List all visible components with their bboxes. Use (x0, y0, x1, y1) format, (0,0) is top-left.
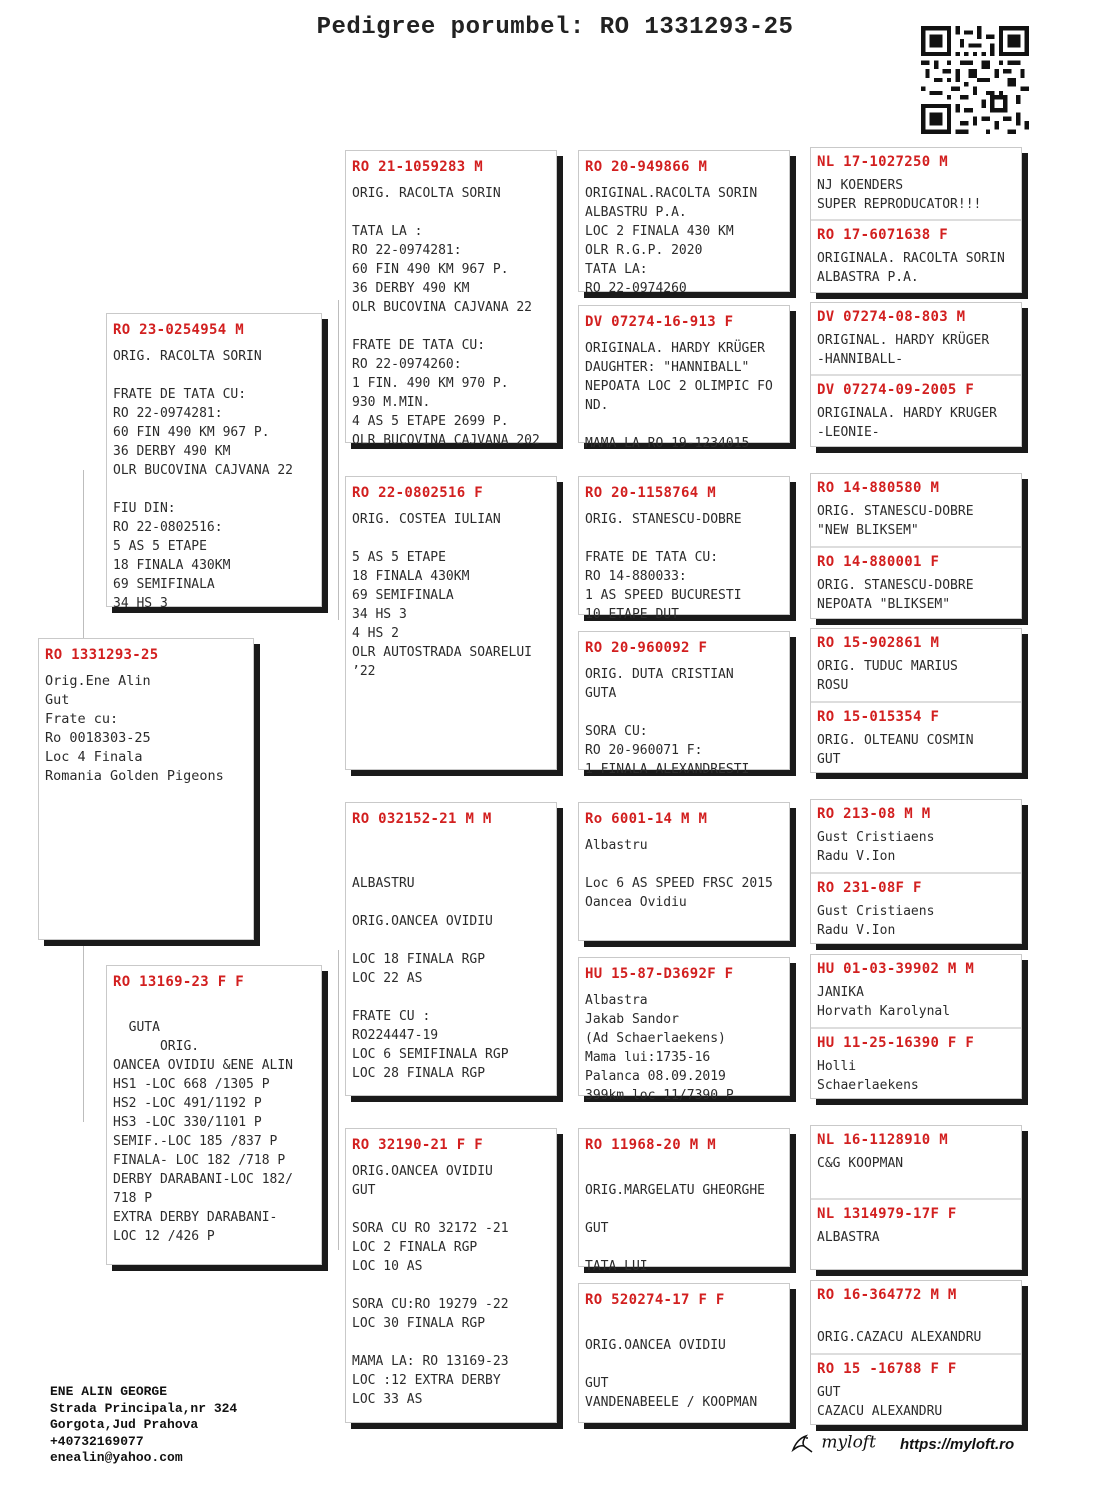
ring-number: RO 14-880580 M (817, 480, 940, 496)
pigeon-notes: ORIG.OANCEA OVIDIU GUT SORA CU RO 32172 -21 LOC 2 FINALA RGP LOC 10 AS SORA CU:RO 19279 -22 LOC 30 FINALA RGP MAMA LA: RO 13169-23 LOC :12 EXTRA DERBY LOC 33 AS (352, 1164, 509, 1407)
pigeon-notes: JANIKA Horvath Karolynal (817, 985, 951, 1019)
pigeon-notes: ORIG. COSTEA IULIAN 5 AS 5 ETAPE 18 FINALA 430KM 69 SEMIFINALA 34 HS 3 4 HS 2 OLR AUTOSTRADA SOARELUI ’22 (352, 512, 533, 679)
ancestor-pair (810, 147, 1022, 293)
ring-number: RO 20-1158764 M (585, 485, 716, 501)
owner-town: Gorgota,Jud Prahova (50, 1417, 199, 1432)
dam-notes: GUTA ORIG. OANCEA OVIDIU &ENE ALIN HS1 -LOC 668 /1305 P HS2 -LOC 491/1192 P HS3 -LOC 330/1101 P SEMIF.-LOC 185 /837 P FINALA- LOC 182 /718 P DERBY DARABANI-LOC 182/ 718 P EXTRA DERBY DARABANI- LOC 12 /426 P (113, 1020, 294, 1244)
ancestor-pair (810, 1125, 1022, 1270)
pigeon-notes: ORIG.CAZACU ALEXANDRU (817, 1330, 982, 1345)
ring-number: RO 520274-17 F F (585, 1292, 725, 1308)
ancestor-male[interactable] (811, 955, 1021, 1027)
subject-notes: Orig.Ene Alin Gut Frate cu: Ro 0018303-25 Loc 4 Finala Romania Golden Pigeons (45, 673, 224, 784)
ring-number: RO 14-880001 F (817, 554, 940, 570)
pigeon-notes: ORIG.OANCEA OVIDIU GUT VANDENABEELE / KOOPMAN (585, 1338, 758, 1410)
ancestor-female[interactable] (811, 374, 1021, 448)
pigeon-notes: ORIGINAL.RACOLTA SORIN ALBASTRU P.A. LOC 2 FINALA 430 KM OLR R.G.P. 2020 TATA LA: RO 22-0974260 (585, 186, 758, 296)
connector-line (83, 942, 84, 1122)
ancestor-male[interactable] (811, 629, 1021, 701)
sire-notes: ORIG. RACOLTA SORIN FRATE DE TATA CU: RO 22-0974281: 60 FIN 490 KM 967 P. 36 DERBY 490 KM OLR BUCOVINA CAJVANA 22 FIU DIN: RO 22-0802516: 5 AS 5 ETAPE 18 FINALA 430KM 69 SEMIFINALA 34 HS 3 (113, 349, 294, 611)
myloft-logo (790, 1432, 876, 1454)
ring-number: RO 22-0802516 F (352, 485, 483, 501)
pigeon-notes: ORIG. RACOLTA SORIN TATA LA : RO 22-0974281: 60 FIN 490 KM 967 P. 36 DERBY 490 KM OLR BUCOVINA CAJVANA 22 FRATE DE TATA CU: RO 22-0974260: 1 FIN. 490 KM 970 P. 930 M.MIN. 4 AS 5 ETAPE 2699 P. OLR BUCOVINA CAJVANA 202 (352, 186, 540, 448)
ring-number: HU 11-25-16390 F F (817, 1035, 975, 1051)
sire-card[interactable] (106, 313, 322, 611)
ancestor-female[interactable] (811, 1027, 1021, 1100)
website-link[interactable]: https://myloft.ro (900, 1436, 1015, 1453)
pigeon-notes: ORIGINALA. HARDY KRÜGER DAUGHTER: "HANNIBALL" NEPOATA LOC 2 OLIMPIC FO ND. MAMA LA RO 19-1234015 (585, 341, 773, 451)
owner-phone: +40732169077 (50, 1433, 144, 1449)
qr-code (921, 26, 1029, 134)
ancestor-pair (810, 954, 1022, 1099)
subject-ring: RO 1331293-25 (45, 647, 159, 663)
ancestor-female[interactable] (811, 701, 1021, 774)
owner-contact (50, 1384, 237, 1467)
pigeon-notes: C&G KOOPMAN (817, 1156, 904, 1171)
logo-text: myloft (821, 1432, 876, 1453)
pigeon-notes: ORIGINALA. RACOLTA SORIN ALBASTRA P.A. (817, 251, 1005, 285)
ancestor-pair (810, 799, 1022, 944)
connector-line (338, 300, 339, 620)
great-grandparent-card[interactable] (578, 631, 790, 777)
owner-email[interactable]: enealin@yahoo.com (50, 1450, 183, 1465)
connector-line (338, 950, 339, 1250)
grandparent-card[interactable] (345, 802, 557, 1096)
owner-name: ENE ALIN GEORGE (50, 1384, 168, 1399)
ring-number: Ro 6001-14 M M (585, 811, 708, 827)
ring-number: RO 231-08F F (817, 880, 922, 896)
ancestor-male[interactable] (811, 1126, 1021, 1198)
great-grandparent-card[interactable] (578, 1283, 790, 1423)
ring-number: DV 07274-16-913 F (585, 314, 734, 330)
great-grandparent-card[interactable] (578, 476, 790, 622)
ring-number: RO 20-949866 M (585, 159, 708, 175)
ring-number: HU 15-87-D3692F F (585, 966, 734, 982)
ancestor-male[interactable] (811, 148, 1021, 219)
connector-line (83, 470, 84, 640)
great-grandparent-card[interactable] (578, 802, 790, 941)
ring-number: HU 01-03-39902 M M (817, 961, 975, 977)
great-grandparent-card[interactable] (578, 957, 790, 1103)
ring-number: NL 1314979-17F F (817, 1206, 957, 1222)
pigeon-notes: Holli Schaerlaekens (817, 1059, 919, 1093)
ring-number: RO 32190-21 F F (352, 1137, 483, 1153)
ring-number: DV 07274-09-2005 F (817, 382, 975, 398)
subject-card[interactable] (38, 638, 254, 940)
ring-number: RO 16-364772 M M (817, 1287, 957, 1303)
pigeon-notes: ORIG. STANESCU-DOBRE "NEW BLIKSEM" (817, 504, 974, 538)
ancestor-male[interactable] (811, 303, 1021, 374)
ancestor-pair (810, 302, 1022, 447)
ancestor-pair (810, 473, 1022, 619)
pigeon-notes: Gust Cristiaens Radu V.Ion (817, 904, 935, 938)
ancestor-female[interactable] (811, 1353, 1021, 1426)
ring-number: RO 032152-21 M M (352, 811, 492, 827)
pigeon-notes: GUT CAZACU ALEXANDRU (817, 1385, 943, 1419)
dam-ring: RO 13169-23 F F (113, 974, 244, 990)
pigeon-notes: ORIGINALA. HARDY KRUGER -LEONIE- (817, 406, 998, 440)
pigeon-notes: NJ KOENDERS SUPER REPRODUCATOR!!! (817, 178, 982, 212)
great-grandparent-card[interactable] (578, 305, 790, 451)
ring-number: NL 16-1128910 M (817, 1132, 948, 1148)
ancestor-female[interactable] (811, 546, 1021, 620)
ring-number: DV 07274-08-803 M (817, 309, 966, 325)
ring-number: RO 11968-20 M M (585, 1137, 716, 1153)
ancestor-male[interactable] (811, 1281, 1021, 1353)
owner-street: Strada Principala,nr 324 (50, 1400, 238, 1416)
bird-icon (790, 1432, 816, 1454)
ring-number: NL 17-1027250 M (817, 154, 948, 170)
pigeon-notes: Albastra Jakab Sandor (Ad Schaerlaekens) Mama lui:1735-16 Palanca 08.09.2019 399km loc 11/7390 P (585, 993, 734, 1103)
ancestor-female[interactable] (811, 872, 1021, 945)
pigeon-notes: Albastru Loc 6 AS SPEED FRSC 2015 Oancea Ovidiu (585, 838, 773, 910)
great-grandparent-card[interactable] (578, 1128, 790, 1274)
ring-number: RO 20-960092 F (585, 640, 708, 656)
pigeon-notes: ALBASTRA (817, 1230, 880, 1245)
ring-number: RO 15-015354 F (817, 709, 940, 725)
ancestor-male[interactable] (811, 800, 1021, 872)
pigeon-notes: ORIG. TUDUC MARIUS ROSU (817, 659, 958, 693)
dam-card[interactable] (106, 965, 322, 1265)
pigeon-notes: ORIG. DUTA CRISTIAN GUTA SORA CU: RO 20-960071 F: 1 FINALA ALEXANDRESTI (585, 667, 750, 777)
grandparent-card[interactable] (345, 476, 557, 770)
pigeon-notes: ORIGINAL. HARDY KRÜGER -HANNIBALL- (817, 333, 990, 367)
pigeon-notes: ORIG. STANESCU-DOBRE NEPOATA "BLIKSEM" (817, 578, 974, 612)
page-title: Pedigree porumbel: RO 1331293-25 (316, 14, 794, 41)
pigeon-notes: Gust Cristiaens Radu V.Ion (817, 830, 935, 864)
pigeon-notes: ORIG. OLTEANU COSMIN GUT (817, 733, 974, 767)
ring-number: RO 213-08 M M (817, 806, 931, 822)
ancestor-pair (810, 628, 1022, 773)
great-grandparent-card[interactable] (578, 150, 790, 296)
grandparent-card[interactable] (345, 150, 557, 448)
ancestor-pair (810, 1280, 1022, 1425)
pigeon-notes: ORIG.MARGELATU GHEORGHE GUT TATA LUI (585, 1183, 766, 1274)
ring-number: RO 15-902861 M (817, 635, 940, 651)
ancestor-female[interactable] (811, 1198, 1021, 1271)
ancestor-female[interactable] (811, 219, 1021, 294)
ring-number: RO 21-1059283 M (352, 159, 483, 175)
ancestor-male[interactable] (811, 474, 1021, 546)
ring-number: RO 15 -16788 F F (817, 1361, 957, 1377)
sire-ring: RO 23-0254954 M (113, 322, 244, 338)
pigeon-notes: ORIG. STANESCU-DOBRE FRATE DE TATA CU: RO 14-880033: 1 AS SPEED BUCURESTI 10 ETAPE DUT (585, 512, 742, 622)
grandparent-card[interactable] (345, 1128, 557, 1423)
ring-number: RO 17-6071638 F (817, 227, 948, 243)
pigeon-notes: ALBASTRU ORIG.OANCEA OVIDIU LOC 18 FINALA RGP LOC 22 AS FRATE CU : RO224447-19 LOC 6 SEMIFINALA RGP LOC 28 FINALA RGP (352, 876, 509, 1081)
